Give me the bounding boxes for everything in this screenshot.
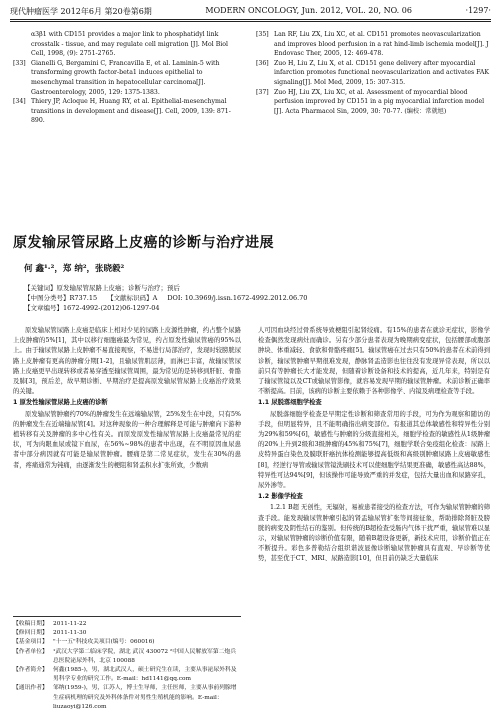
paragraph-section-1-1: 尿脱落细胞学检查是早期定性诊断和筛查常用的手段，可为作为观察和随访的手段，但明显特异，且不能明确指出病变部位。有报道其总体敏感性和特异性分别为29%和59%[6]，敏感性与肿瘤的分级直接相关，细胞学检查的敏感性从1级肿瘤的20%上升到2级和3级肿瘤的45%和75%[7]，细胞学联合免疫组化检查：尿路上皮特异蛋白染色及膜联肝癌抗体检测能够提高低级和高级别肿瘤尿路上皮癌敏感性[8]，经逆行导管或输尿管镜洗刷技术可以使细胞学结果更准确，敏感性高达88%，特异性可达94%[9]，但该操作可能导致严重的并发症，包括大量出血和尿路穿孔，尿外渗等。 [258,410,490,490]
header-rule-2 [10,21,491,22]
paragraph-intro: 原发输尿管尿路上皮癌是临床上相对少见的尿路上皮源性肿瘤，约占整个尿路上皮肿瘤的5%[1]，其中以移行细胞癌最为常见，约占原发性输尿管癌的95%以上。由于输尿管尿路上皮肿瘤不易直接观察，不易进行局部治疗，发现时较膀胱尿路上皮肿瘤有更高的肿瘤分期[1-2]，且输尿管肌层薄，而淋巴丰富，故输尿管尿路上皮癌更早出现转移或者易穿透至输尿管周围，最为常见的是转移到肝脏、骨骼及肺[3]，预后差，故早期诊断、早期治疗是提高原发输尿管尿路上皮癌治疗效果的关键。 [13,327,241,396]
references-left [13,30,243,126]
footnote-row: 【修回日期】 2011-11-30 [13,630,87,637]
header-center: MODERN ONCOLOGY, Jun. 2012, VOL. 20, NO. 06 [205,6,412,15]
footnote-row: 【收稿日期】 2011-11-22 [13,621,87,627]
article-number: 【文章编号】1672-4992-(2012)06-1297-04 [24,304,160,312]
reference-item: [37] Zuo HJ, Liu ZX, Liu XC, et al. Assessment of myocardial blood perfusion improved by CD151 in a pig myocardial infarction model [J]. Acta Pharmacol Sin, 2009, 30: 70-77. (编校：常就旭) [256,88,485,115]
classification-row [24,293,484,303]
footnote-row: 【基金项目】 "十一五"科技攻关项目(编号：060016) [13,639,155,646]
footnote-rule [13,616,241,617]
header-page: ·1297· [465,6,491,15]
header-rule [10,19,491,20]
section-heading-1-1: 1.1 尿脱落细胞学检查 [258,399,322,407]
keywords: 【关键词】原发输尿管尿路上皮癌；诊断与治疗；预后 [24,284,180,292]
footnote-row: 【作者简介】 何鑫(1985-)，男，湖北武汉人，硕士研究生在读，主要从事泌尿外科及男科学专业的研究工作。E-mail：hd1141@qq.com [13,667,237,683]
references-right [256,30,492,116]
reference-item: [35] Lan RF, Liu ZX, Liu XC, et al. CD151 promotes neovascularization and improves blood perfusion in a rat hind-limb ischemia model[J]. J Endovasc Ther, 2005, 12: 469-478. [256,31,489,58]
body-column-left [13,326,241,471]
body-column-right [258,326,490,565]
running-header [10,6,491,18]
footnote-row: 【作者单位】 ¹武汉大学第二临床学院，湖北 武汉 430072 ²中国人民解放军第二炮兵总医院泌尿外科，北京 100088 [13,648,237,664]
header-left: 现代肿瘤医学 2012年6月 第20卷第6期 [10,7,152,16]
clc-number: 【中图分类号】R737.15 [24,294,98,302]
footnote-row: 【通讯作者】 邹纳(1959-)，男，江苏人，博士生导师，主任医师，主要从事前列腺增生症病机理的研究及外科体条件对男性生殖机能的影响。E-mail：liuzaoyi@126.com [13,685,237,710]
reference-item: [34] Thiery JP, Acloque H, Huang RY, et al. Epithelial-mesenchymal transitions in development and disease[J]. Cell, 2009, 139: 871-890. [13,98,231,125]
reference-item: α3β1 with CD151 provides a major link to phosphatidyl link crosstalk - tissue, and may regulate cell migration [J]. Mol Biol Cell, 1998, (9): 2751-2765. [31,31,228,58]
section-heading-1-2: 1.2 影像学检查 [258,493,303,501]
paragraph-section-1: 原发输尿管肿瘤约70%的肿瘤发生在远端输尿管，25%发生在中段，只有5%的肿瘤发生在近端输尿管[4]。对这种现象的一种合理解释是可能与肿瘤向下游种植转移有关及肿瘤的多中心性有关。而原发原发性输尿管尿路上皮癌最常见的症状，可为肉眼血尿或镜下血尿，在56%~98%的患者中出现，在不明原因血尿患者中部分病因就有可能是输尿管肿瘤。腰痛是第二常见症状，发生在30%的患者，疼痛通常为钝痛，由逐渐发生的梗阻和肾盂积水扩张所致，少数病 [13,410,241,469]
section-heading-1: 1 原发性输尿管尿路上皮癌的诊断 [13,399,108,407]
paragraph-section-1-2: 1.2.1 B超 无创性，无辐射，易被患者接受的检查方法，可作为输尿管肿瘤的筛查手段。能发现输尿管肿瘤引起的肾盂输尿管扩张等间接征象，帮助排除肾脏及膀胱的病变及阴性结石的鉴别。但传统的B超检查受肠内气体干扰严重，输尿管难以显示，对输尿管肿瘤的诊断价值有限，随着B超设备更新，新技术应用，诊断价值正在不断提升。彩色多普勒结合组织谐波显像诊断输尿管肿瘤具有直观、早诊断等优势，甚至优于CT、MRI、尿路造影[10]，但目前仍缺乏大量临床 [258,504,490,563]
doi: DOI: 10.3969/j.issn.1672-4992.2012.06.70 [167,294,308,302]
paragraph-continued: 人可因血块经过骨系统导致梗阻引起肾绞痛。有15%的患者在就诊无症状，影像学检查偶然发现病灶而确诊。另有少部分患者表现为晚期病变症状，包括腰部或腹部肿块、体重减轻、食欲和骨骼疼痛[5]。输尿管癌在过去只有50%的患者在术前得到诊断，输尿管肿瘤早期很难发现，静脉肾盂造影也往往没有发现异常表现，所以以前只有等肿瘤长大才能发现，但随着诊断设备和技术的提高，近几年来，特别是有了输尿管镜以及CT或输尿管影像，就容易发现早期的输尿管肿瘤。术前诊断正确率不断提高。目前，该病的诊断主要依赖于各种影像学、内镜及病理检查等手段。 [258,327,490,396]
keyword-block [24,283,484,313]
article-title: 原发输尿管尿路上皮癌的诊断与治疗进展 [13,235,274,251]
article-authors: 何 鑫¹·²，郑 纳²，张晓毅² [24,264,125,274]
reference-item: [36] Zuo H, Liu Z, Liu X, et al. CD151 gene delivery after myocardial infarction promotes functional neovascularization and activates FAK signaling[J]. Mol Med, 2009, 15: 307-315. [256,59,489,86]
footnotes [13,620,241,712]
reference-item: [33] Gianelli G, Bergamini C, Francavilla E, et al. Laminin-5 with transforming growth factor-beta1 induces epithelial to mesenchymal transition in hepatocellular carcinoma[J]. Gastroenterology, 2005, 129: 1375-1383. [13,59,220,96]
document-code: 【文献标识码】A [107,294,158,302]
